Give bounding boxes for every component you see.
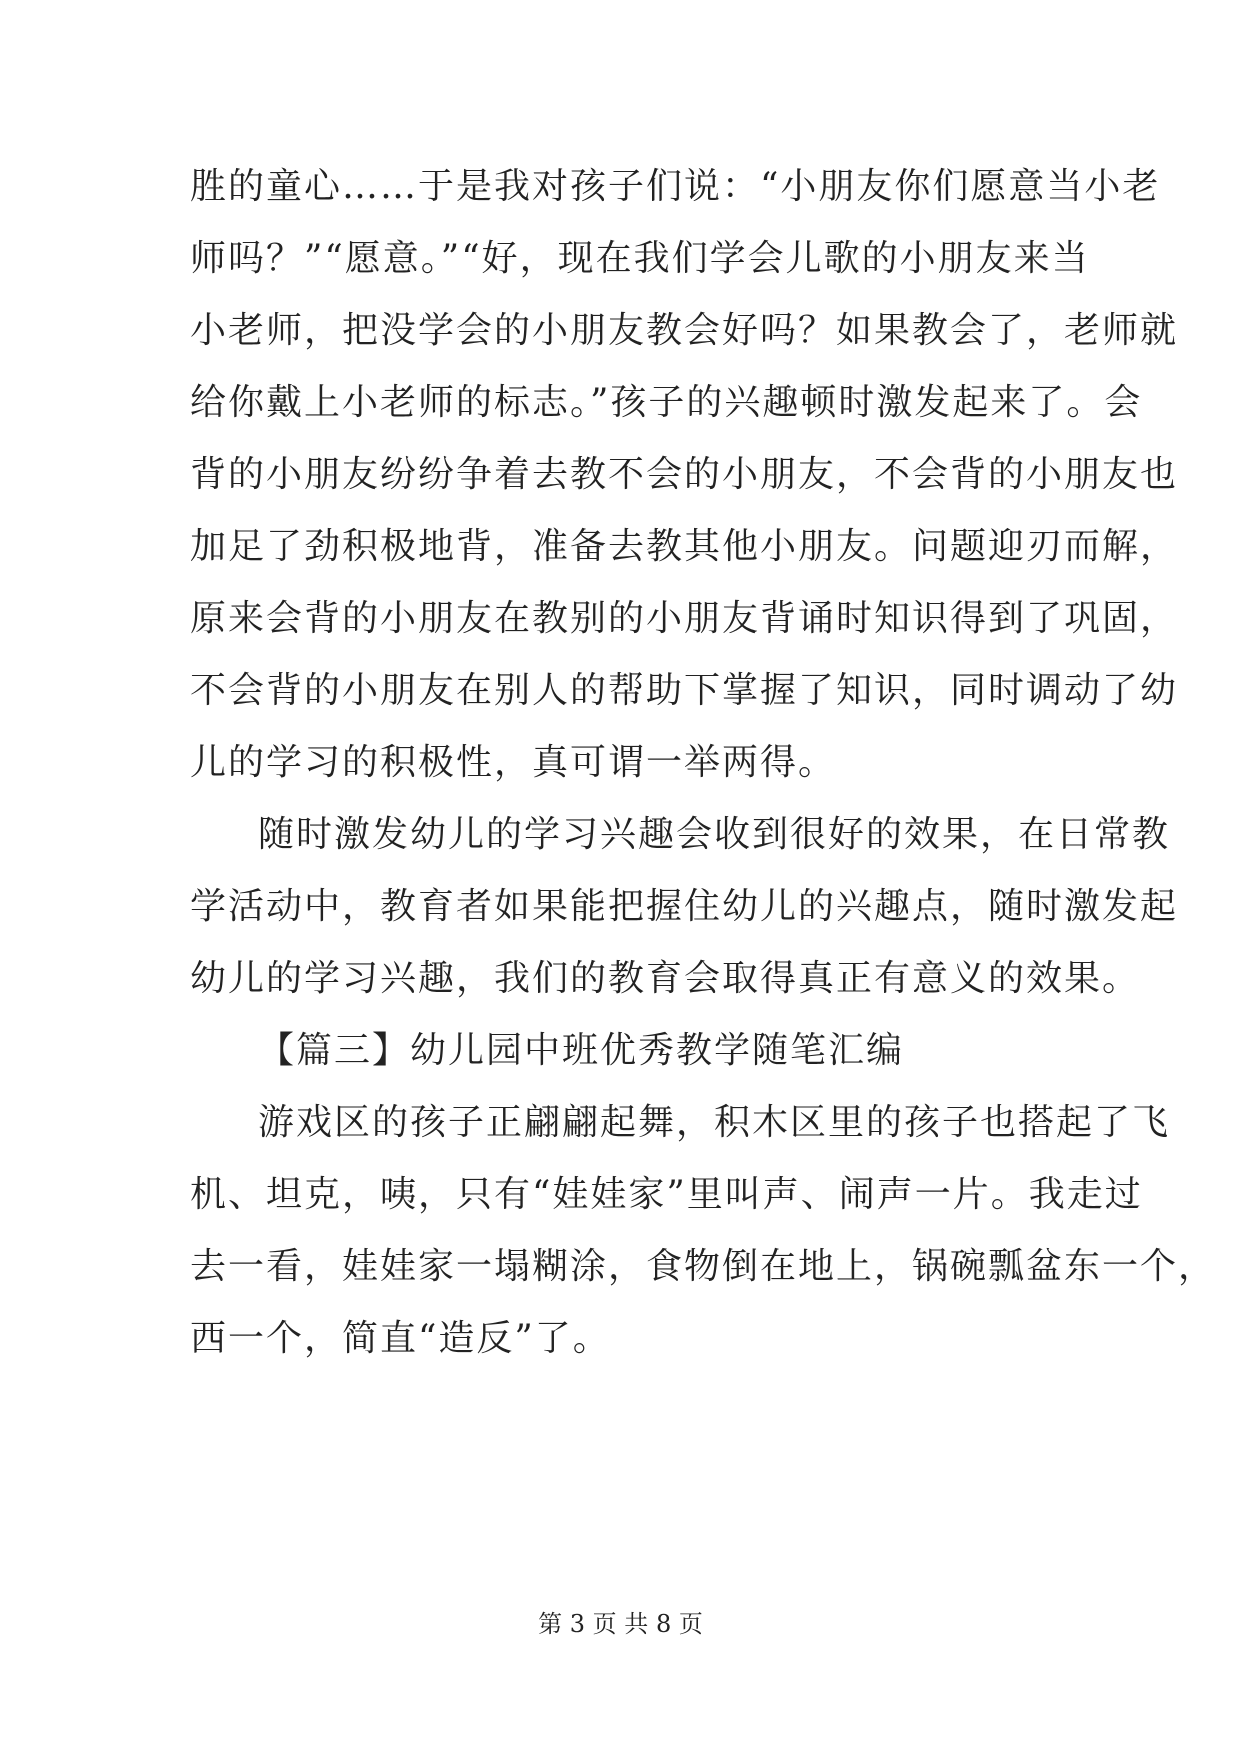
paragraph-line: 机、坦克，咦，只有“娃娃家”里叫声、闹声一片。我走过 bbox=[190, 1174, 1143, 1215]
paragraph-line: 去一看，娃娃家一塌糊涂，食物倒在地上，锅碗瓢盆东一个， bbox=[190, 1246, 1217, 1287]
paragraph-line: 师吗？”“愿意。”“好，现在我们学会儿歌的小朋友来当 bbox=[190, 238, 1090, 279]
page-number-label: 第 3 页 共 8 页 bbox=[538, 1610, 703, 1638]
section-heading: 【篇三】幼儿园中班优秀教学随笔汇编 bbox=[258, 1030, 905, 1071]
paragraph-line: 随时激发幼儿的学习兴趣会收到很好的效果，在日常教 bbox=[258, 814, 1171, 855]
paragraph-line: 给你戴上小老师的标志。”孩子的兴趣顿时激发起来了。会 bbox=[190, 382, 1143, 423]
paragraph-line: 原来会背的小朋友在教别的小朋友背诵时知识得到了巩固， bbox=[190, 598, 1179, 639]
paragraph-line: 小老师，把没学会的小朋友教会好吗？如果教会了，老师就 bbox=[190, 310, 1179, 351]
paragraph-line: 游戏区的孩子正翩翩起舞，积木区里的孩子也搭起了飞 bbox=[258, 1102, 1171, 1143]
page-footer bbox=[0, 1609, 1241, 1639]
paragraph-line: 胜的童心……于是我对孩子们说：“小朋友你们愿意当小老 bbox=[190, 166, 1161, 207]
paragraph-line: 学活动中，教育者如果能把握住幼儿的兴趣点，随时激发起 bbox=[190, 886, 1179, 927]
paragraph-line: 背的小朋友纷纷争着去教不会的小朋友，不会背的小朋友也 bbox=[190, 454, 1179, 495]
paragraph-line: 幼儿的学习兴趣，我们的教育会取得真正有意义的效果。 bbox=[190, 958, 1141, 999]
paragraph-line: 儿的学习的积极性，真可谓一举两得。 bbox=[190, 742, 837, 783]
paragraph-line: 西一个，简直“造反”了。 bbox=[190, 1318, 611, 1359]
paragraph-line: 不会背的小朋友在别人的帮助下掌握了知识，同时调动了幼 bbox=[190, 670, 1179, 711]
paragraph-line: 加足了劲积极地背，准备去教其他小朋友。问题迎刃而解， bbox=[190, 526, 1179, 567]
